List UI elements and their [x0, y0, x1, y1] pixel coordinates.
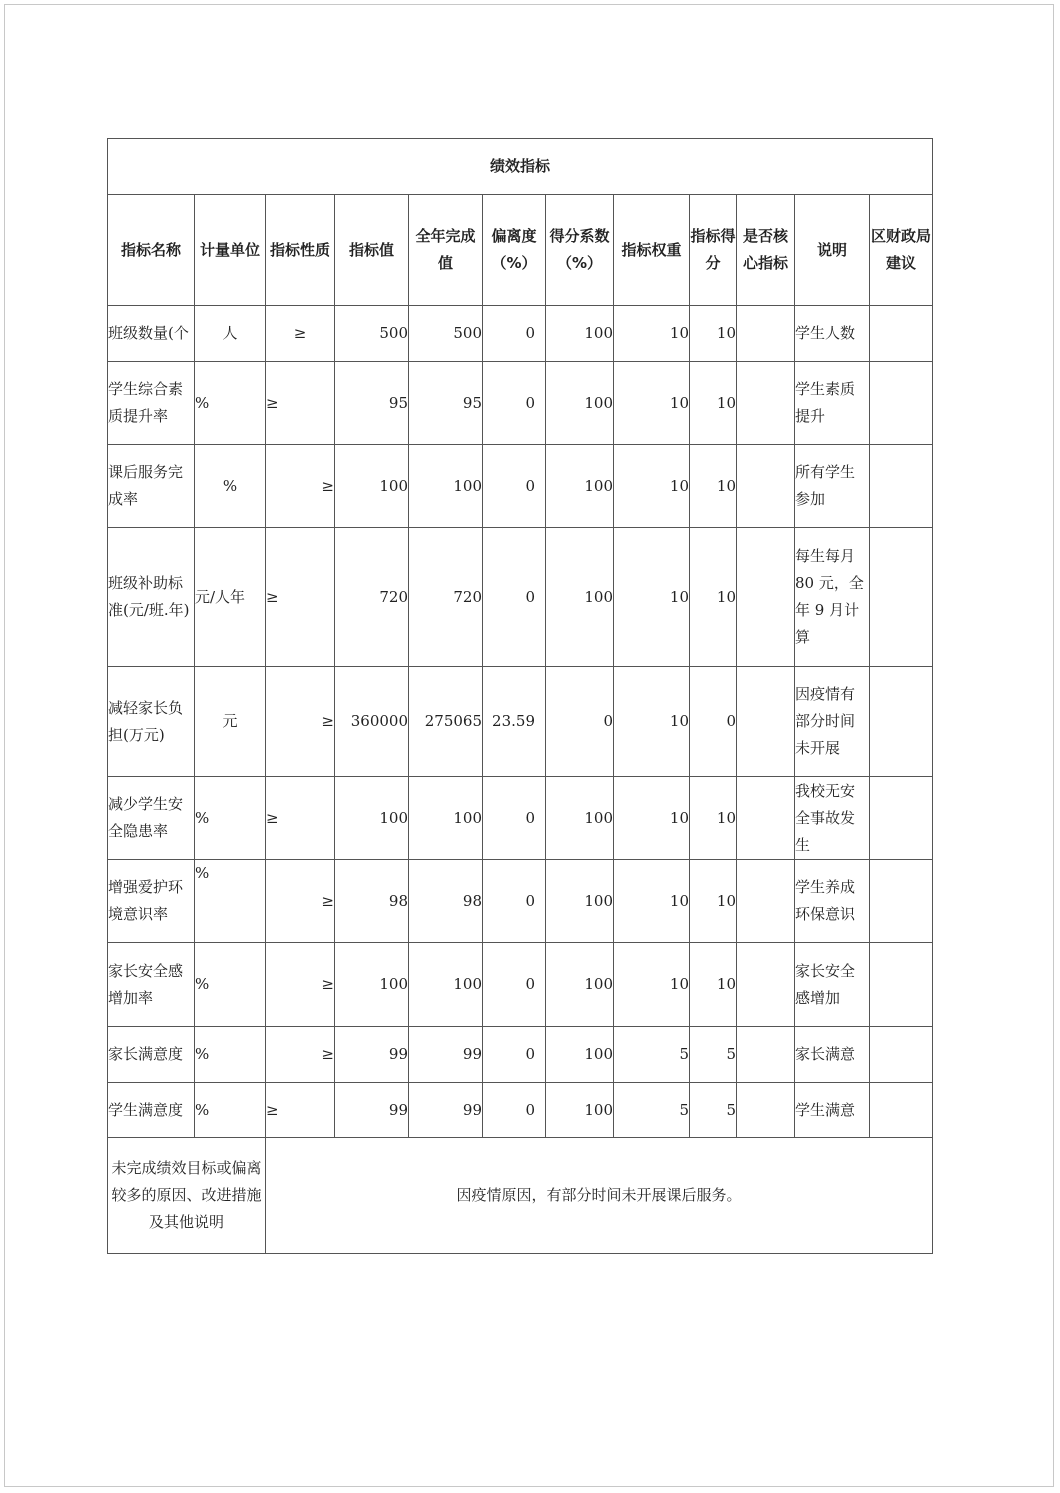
cell-coef: 100: [546, 777, 614, 860]
cell-name: 减少学生安全隐患率: [108, 777, 195, 860]
cell-score: 10: [690, 528, 737, 667]
table-row: [108, 1083, 933, 1138]
cell-nature: ≥: [266, 1027, 335, 1083]
col-header-core: 是否核心指标: [737, 195, 795, 306]
col-header-name: 指标名称: [108, 195, 195, 306]
cell-nature: ≥: [266, 306, 335, 362]
cell-unit: %: [195, 943, 266, 1027]
cell-coef: 100: [546, 943, 614, 1027]
cell-desc: 我校无安全事故发生: [795, 777, 870, 860]
cell-target: 100: [335, 943, 409, 1027]
cell-unit: 元/人年: [195, 528, 266, 667]
cell-target: 98: [335, 860, 409, 943]
table-row: [108, 528, 933, 667]
col-header-score: 指标得分: [690, 195, 737, 306]
cell-score: 10: [690, 860, 737, 943]
cell-score: 10: [690, 943, 737, 1027]
cell-advice: [870, 445, 933, 528]
table-row: [108, 943, 933, 1027]
table-row: [108, 306, 933, 362]
cell-desc: 家长安全感增加: [795, 943, 870, 1027]
cell-advice: [870, 528, 933, 667]
cell-core: [737, 445, 795, 528]
table-row: [108, 667, 933, 777]
cell-coef: 100: [546, 860, 614, 943]
cell-target: 100: [335, 445, 409, 528]
cell-nature: ≥: [266, 777, 335, 860]
cell-desc: 因疫情有部分时间未开展: [795, 667, 870, 777]
col-header-weight: 指标权重: [614, 195, 690, 306]
cell-nature: ≥: [266, 667, 335, 777]
cell-core: [737, 667, 795, 777]
cell-coef: 100: [546, 528, 614, 667]
col-header-actual: 全年完成值: [409, 195, 483, 306]
cell-coef: 0: [546, 667, 614, 777]
cell-target: 500: [335, 306, 409, 362]
cell-advice: [870, 777, 933, 860]
cell-deviation: 23.59: [483, 667, 546, 777]
cell-desc: 每生每月 80 元，全年 9 月计算: [795, 528, 870, 667]
cell-actual: 99: [409, 1083, 483, 1138]
cell-target: 99: [335, 1027, 409, 1083]
cell-desc: 学生养成环保意识: [795, 860, 870, 943]
header-row: [108, 195, 933, 306]
cell-nature: ≥: [266, 860, 335, 943]
cell-core: [737, 777, 795, 860]
cell-core: [737, 860, 795, 943]
cell-name: 课后服务完成率: [108, 445, 195, 528]
cell-actual: 100: [409, 445, 483, 528]
cell-name: 增强爱护环境意识率: [108, 860, 195, 943]
cell-deviation: 0: [483, 445, 546, 528]
cell-target: 720: [335, 528, 409, 667]
cell-unit: 人: [195, 306, 266, 362]
cell-unit: %: [195, 777, 266, 860]
cell-actual: 720: [409, 528, 483, 667]
footer-label: 未完成绩效目标或偏离较多的原因、改进措施及其他说明: [108, 1138, 266, 1254]
cell-name: 家长安全感增加率: [108, 943, 195, 1027]
performance-indicator-table: [107, 138, 933, 1254]
cell-desc: 家长满意: [795, 1027, 870, 1083]
cell-nature: ≥: [266, 528, 335, 667]
cell-unit: %: [195, 1027, 266, 1083]
col-header-nature: 指标性质: [266, 195, 335, 306]
cell-advice: [870, 362, 933, 445]
cell-actual: 98: [409, 860, 483, 943]
cell-weight: 10: [614, 528, 690, 667]
col-header-unit: 计量单位: [195, 195, 266, 306]
cell-core: [737, 1027, 795, 1083]
cell-nature: ≥: [266, 445, 335, 528]
cell-actual: 95: [409, 362, 483, 445]
cell-nature: ≥: [266, 943, 335, 1027]
cell-score: 10: [690, 777, 737, 860]
cell-unit: 元: [195, 667, 266, 777]
cell-name: 班级补助标准(元/班.年): [108, 528, 195, 667]
table-row: [108, 860, 933, 943]
cell-weight: 5: [614, 1083, 690, 1138]
cell-core: [737, 306, 795, 362]
cell-target: 360000: [335, 667, 409, 777]
cell-weight: 10: [614, 362, 690, 445]
cell-core: [737, 1083, 795, 1138]
col-header-desc: 说明: [795, 195, 870, 306]
col-header-advice: 区财政局建议: [870, 195, 933, 306]
cell-deviation: 0: [483, 943, 546, 1027]
cell-unit: %: [195, 860, 266, 943]
cell-advice: [870, 860, 933, 943]
table-row: [108, 1027, 933, 1083]
cell-deviation: 0: [483, 528, 546, 667]
cell-name: 家长满意度: [108, 1027, 195, 1083]
cell-weight: 10: [614, 860, 690, 943]
table-row: [108, 362, 933, 445]
cell-advice: [870, 667, 933, 777]
footer-row: [108, 1138, 933, 1254]
cell-deviation: 0: [483, 1027, 546, 1083]
cell-weight: 10: [614, 943, 690, 1027]
cell-coef: 100: [546, 362, 614, 445]
table-row: [108, 445, 933, 528]
cell-weight: 10: [614, 667, 690, 777]
cell-deviation: 0: [483, 860, 546, 943]
cell-deviation: 0: [483, 306, 546, 362]
cell-desc: 所有学生参加: [795, 445, 870, 528]
cell-unit: %: [195, 362, 266, 445]
cell-name: 减轻家长负担(万元): [108, 667, 195, 777]
footer-text: 因疫情原因，有部分时间未开展课后服务。: [266, 1138, 933, 1254]
cell-target: 100: [335, 777, 409, 860]
table-title: 绩效指标: [108, 139, 933, 195]
cell-coef: 100: [546, 1027, 614, 1083]
cell-score: 5: [690, 1027, 737, 1083]
document-page: [4, 4, 1054, 1487]
cell-core: [737, 362, 795, 445]
cell-coef: 100: [546, 445, 614, 528]
cell-actual: 99: [409, 1027, 483, 1083]
cell-weight: 10: [614, 777, 690, 860]
cell-desc: 学生素质提升: [795, 362, 870, 445]
cell-actual: 100: [409, 943, 483, 1027]
cell-target: 95: [335, 362, 409, 445]
cell-coef: 100: [546, 306, 614, 362]
cell-weight: 5: [614, 1027, 690, 1083]
cell-weight: 10: [614, 445, 690, 528]
cell-target: 99: [335, 1083, 409, 1138]
cell-nature: ≥: [266, 362, 335, 445]
cell-deviation: 0: [483, 1083, 546, 1138]
cell-actual: 500: [409, 306, 483, 362]
cell-advice: [870, 943, 933, 1027]
cell-score: 10: [690, 362, 737, 445]
cell-score: 5: [690, 1083, 737, 1138]
col-header-deviation: 偏离度（%）: [483, 195, 546, 306]
cell-unit: %: [195, 445, 266, 528]
cell-advice: [870, 1027, 933, 1083]
cell-weight: 10: [614, 306, 690, 362]
cell-deviation: 0: [483, 777, 546, 860]
col-header-target: 指标值: [335, 195, 409, 306]
cell-coef: 100: [546, 1083, 614, 1138]
cell-score: 10: [690, 306, 737, 362]
cell-deviation: 0: [483, 362, 546, 445]
cell-actual: 100: [409, 777, 483, 860]
cell-nature: ≥: [266, 1083, 335, 1138]
cell-desc: 学生满意: [795, 1083, 870, 1138]
table-row: [108, 777, 933, 860]
cell-advice: [870, 306, 933, 362]
cell-name: 学生满意度: [108, 1083, 195, 1138]
cell-core: [737, 528, 795, 667]
cell-actual: 275065: [409, 667, 483, 777]
col-header-coef: 得分系数（%）: [546, 195, 614, 306]
cell-core: [737, 943, 795, 1027]
cell-advice: [870, 1083, 933, 1138]
cell-unit: %: [195, 1083, 266, 1138]
cell-name: 学生综合素质提升率: [108, 362, 195, 445]
cell-name: 班级数量(个: [108, 306, 195, 362]
cell-desc: 学生人数: [795, 306, 870, 362]
cell-score: 10: [690, 445, 737, 528]
cell-score: 0: [690, 667, 737, 777]
